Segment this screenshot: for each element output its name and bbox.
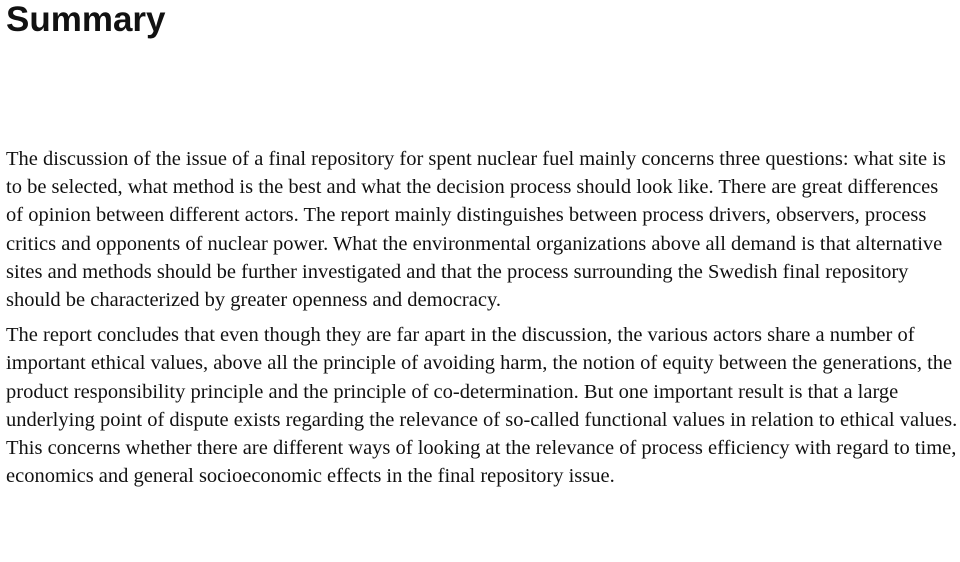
summary-body [6,145,958,490]
summary-paragraph-2: The report concludes that even though they are far apart in the discussion, the various actors share a number of important ethical values, above all the principle of avoiding harm, the notion of equity between the generations, the product responsibility principle and the principle of co-determination. But one important result is that a large underlying point of dispute exists regarding the relevance of so-called functional values in relation to ethical values. This concerns whether there are different ways of looking at the relevance of process efficiency with regard to time, economics and general socioeconomic effects in the final repository issue. [6,324,958,488]
summary-paragraph-1: The discussion of the issue of a final repository for spent nuclear fuel mainly concerns three questions: what site is to be selected, what method is the best and what the decision process should look like. There are great differences of opinion between different actors. The report mainly distinguishes between process drivers, observers, process critics and opponents of nuclear power. What the environmental organizations above all demand is that alternative sites and methods should be further investigated and that the process surrounding the Swedish final repository should be characterized by greater openness and democracy. [6,148,946,312]
page-title: Summary [6,0,166,39]
